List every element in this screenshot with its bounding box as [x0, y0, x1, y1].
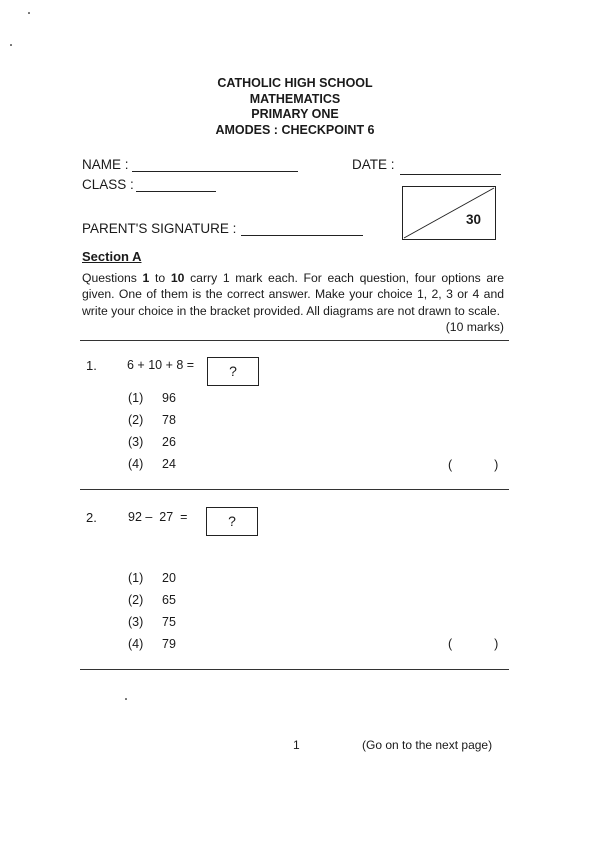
option-number: (4): [128, 457, 144, 471]
option-item: [128, 593, 176, 607]
option-item: [128, 571, 176, 585]
option-number: (4): [128, 637, 144, 651]
subject-name: MATHEMATICS: [249, 91, 341, 106]
score-diagonal-line: [403, 187, 495, 239]
instructions-text: Questions: [82, 271, 143, 285]
document-header: [0, 76, 590, 138]
answer-bracket[interactable]: [448, 458, 498, 472]
school-name: CATHOLIC HIGH SCHOOL: [217, 76, 373, 90]
scan-speck: [10, 44, 12, 46]
answer-placeholder-box: ?: [206, 507, 258, 536]
option-item: [128, 637, 176, 651]
option-number: (1): [128, 391, 144, 405]
option-value: 79: [162, 637, 176, 651]
class-field[interactable]: [136, 191, 216, 192]
question-number: 1.: [86, 358, 97, 373]
scan-speck: [125, 698, 127, 700]
signature-field[interactable]: [241, 235, 363, 236]
name-field[interactable]: [132, 171, 298, 172]
signature-label: PARENT'S SIGNATURE :: [82, 221, 237, 236]
option-value: 26: [162, 435, 176, 449]
section-title: Section A: [82, 249, 142, 264]
section-instructions: [82, 270, 504, 335]
bracket-open: (: [448, 458, 453, 472]
option-value: 65: [162, 593, 176, 607]
divider: [80, 669, 509, 670]
answer-bracket[interactable]: [448, 637, 498, 651]
level-name: PRIMARY ONE: [251, 107, 339, 121]
option-number: (2): [128, 593, 144, 607]
score-box[interactable]: [402, 186, 496, 240]
option-number: (3): [128, 435, 144, 449]
option-value: 20: [162, 571, 176, 585]
bracket-open: (: [448, 637, 453, 651]
question-range-start: 1: [142, 271, 150, 285]
question-range-end: 10: [170, 271, 185, 285]
option-item: [128, 457, 176, 471]
test-name: AMODES : CHECKPOINT 6: [215, 122, 375, 137]
section-marks: (10 marks): [445, 320, 504, 335]
instructions-text: to: [149, 271, 171, 285]
divider: [80, 340, 509, 341]
date-field[interactable]: [400, 174, 501, 175]
option-item: [128, 391, 176, 405]
option-item: [128, 413, 176, 427]
name-label: NAME :: [82, 157, 129, 172]
option-item: [128, 615, 176, 629]
bracket-close: ): [494, 637, 499, 651]
divider: [80, 489, 509, 490]
instructions-text: carry 1 mark each. For each question, four options are given. One of them is the correct answer. Make your choice 1, 2, 3 or 4 and write your choice in the bracket provided. All diagrams are not drawn to scale.: [82, 271, 504, 318]
option-value: 75: [162, 615, 176, 629]
option-value: 24: [162, 457, 176, 471]
page-number: 1: [293, 738, 300, 752]
question-expression: 92 – 27 =: [128, 510, 188, 524]
date-label: DATE :: [352, 157, 395, 172]
class-label: CLASS :: [82, 177, 134, 192]
option-value: 96: [162, 391, 176, 405]
answer-placeholder-box: ?: [207, 357, 259, 386]
next-page-note: (Go on to the next page): [362, 738, 493, 752]
option-item: [128, 435, 176, 449]
question-expression: 6 + 10 + 8 =: [127, 358, 195, 372]
option-number: (3): [128, 615, 144, 629]
bracket-close: ): [494, 458, 499, 472]
option-number: (1): [128, 571, 144, 585]
option-value: 78: [162, 413, 176, 427]
option-number: (2): [128, 413, 144, 427]
question-number: 2.: [86, 510, 97, 525]
score-total: 30: [465, 212, 481, 227]
scan-speck: [28, 12, 30, 14]
